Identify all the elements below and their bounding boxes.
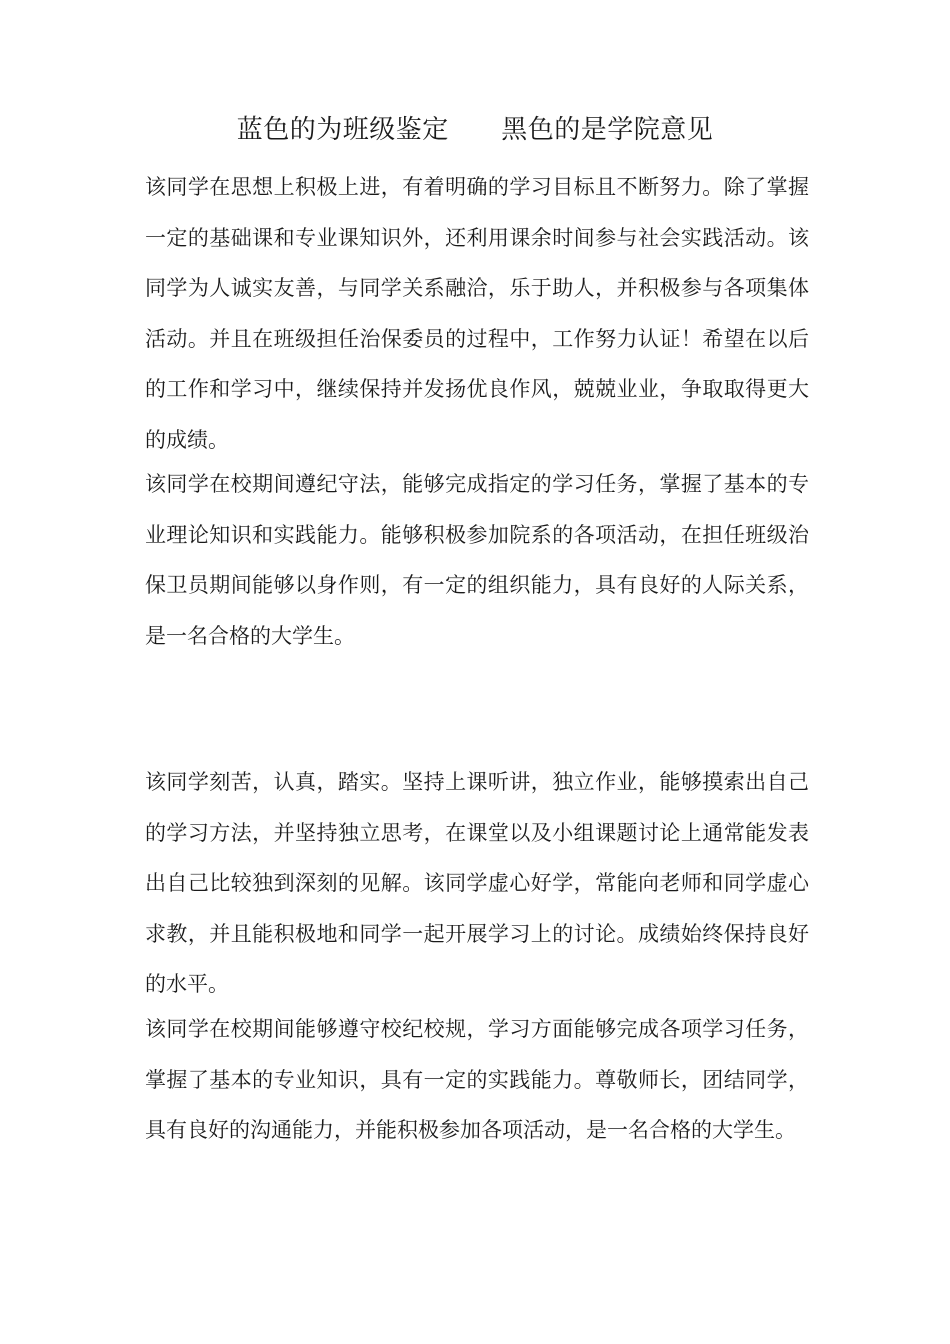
document-title: 蓝色的为班级鉴定 黑色的是学院意见 xyxy=(236,115,714,145)
paragraph-college-opinion-2: 该同学在校期间能够遵守校纪校规，学习方面能够完成各项学习任务，掌握了基本的专业知识，具有一定的实践能力。尊敬师长，团结同学，具有良好的沟通能力，并能积极参加各项活动，是一名合格的大学生。 xyxy=(145,1017,809,1142)
paragraph-class-evaluation-1: 该同学在思想上积极上进，有着明确的学习目标且不断努力。除了掌握一定的基础课和专业课知识外，还利用课余时间参与社会实践活动。该同学为人诚实友善，与同学关系融洽，乐于助人，并积极参与各项集体活动。并且在班级担任治保委员的过程中，工作努力认证！希望在以后的工作和学习中，继续保持并发扬优良作风，兢兢业业，争取取得更大的成绩。 xyxy=(145,175,809,452)
paragraph-college-opinion-1: 该同学在校期间遵纪守法，能够完成指定的学习任务，掌握了基本的专业理论知识和实践能力。能够积极参加院系的各项活动，在担任班级治保卫员期间能够以身作则，有一定的组织能力，具有良好的人际关系，是一名合格的大学生。 xyxy=(145,472,809,648)
paragraph-class-evaluation-2: 该同学刻苦，认真，踏实。坚持上课听讲，独立作业，能够摸索出自己的学习方法，并坚持独立思考，在课堂以及小组课题讨论上通常能发表出自己比较独到深刻的见解。该同学虚心好学，常能向老师和同学虚心求教，并且能积极地和同学一起开展学习上的讨论。成绩始终保持良好的水平。 xyxy=(145,770,809,996)
